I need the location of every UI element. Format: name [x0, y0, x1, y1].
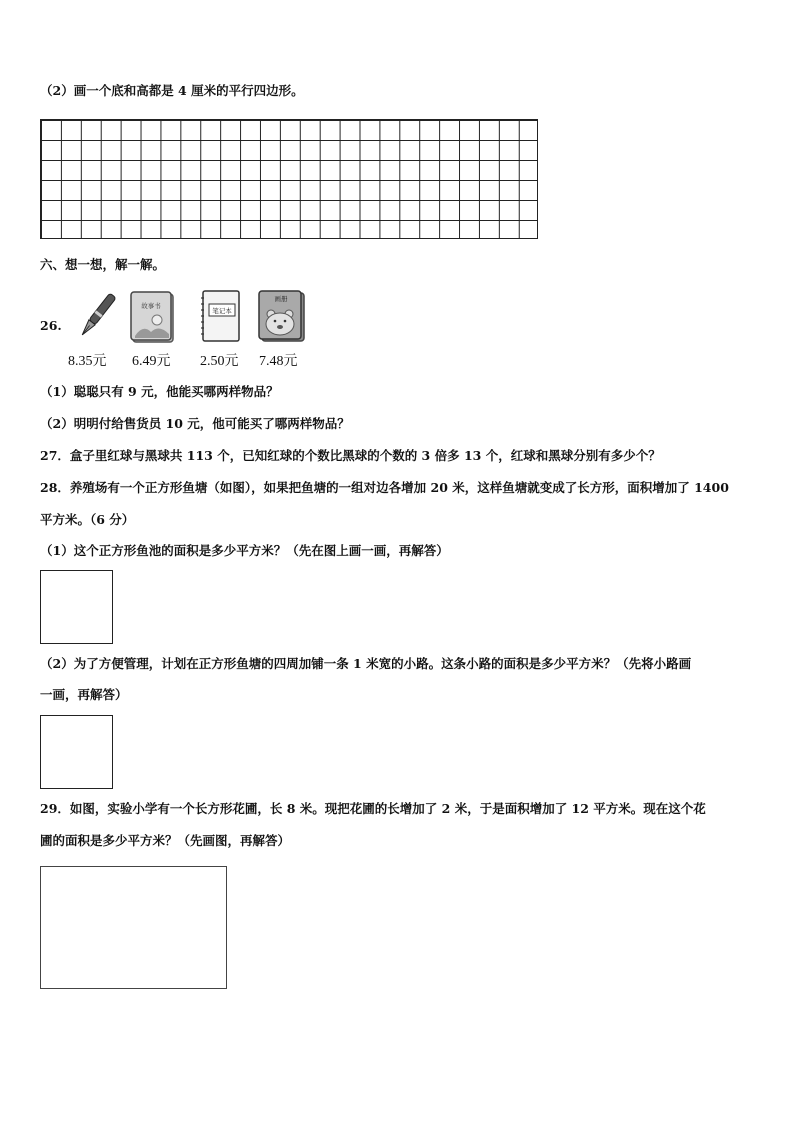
item-price-picture-book: 7.48元 — [259, 354, 298, 369]
q28-sub1: （1）这个正方形鱼池的面积是多少平方米？（先在图上画一画，再解答） — [40, 543, 449, 558]
item-price-pen: 8.35元 — [68, 354, 107, 369]
q28-sub2-line2: 一画，再解答） — [40, 687, 128, 702]
item-price-notebook: 2.50元 — [200, 354, 239, 369]
q28-line1: 28．养殖场有一个正方形鱼塘（如图），如果把鱼塘的一组对边各增加 20 米，这样鱼塘就变成了长方形，面积增加了 1400 — [40, 480, 729, 495]
section6-title: 六、想一想，解一解。 — [40, 257, 166, 272]
q29-line2: 圃的面积是多少平方米？（先画图，再解答） — [40, 833, 291, 848]
notebook-label: 笔记本 — [212, 307, 232, 315]
drawing-grid[interactable] — [40, 119, 538, 239]
storybook-label: 故事书 — [141, 302, 161, 310]
square-pond-figure-1 — [40, 570, 113, 644]
item-price-storybook: 6.49元 — [132, 354, 171, 369]
q25-part2-text: （2）画一个底和高都是 4 厘米的平行四边形。 — [40, 83, 304, 98]
square-pond-figure-2 — [40, 715, 113, 789]
q26-sub1: （1）聪聪只有 9 元，他能买哪两样物品？ — [40, 384, 279, 399]
q28-sub2-line1: （2）为了方便管理，计划在正方形鱼塘的四周加铺一条 1 米宽的小路。这条小路的面积是多少平方米？（先将小路画 — [40, 656, 692, 671]
fountain-pen-icon — [72, 288, 122, 344]
picture-book-label: 画册 — [274, 295, 288, 303]
flower-bed-rectangle — [40, 866, 227, 989]
q26-number: 26. — [40, 318, 62, 333]
q26-sub2: （2）明明付给售货员 10 元，他可能买了哪两样物品？ — [40, 416, 350, 431]
notebook-icon — [199, 288, 249, 344]
q29-line1: 29．如图，实验小学有一个长方形花圃，长 8 米。现把花圃的长增加了 2 米，于是面积增加了 12 平方米。现在这个花 — [40, 801, 706, 816]
storybook-icon — [129, 288, 179, 344]
q27-text: 27．盒子里红球与黑球共 113 个，已知红球的个数比黑球的个数的 3 倍多 13 个，红球和黑球分别有多少个？ — [40, 448, 661, 463]
picture-book-icon — [257, 288, 307, 344]
q28-line2: 平方米。（6 分） — [40, 512, 135, 527]
